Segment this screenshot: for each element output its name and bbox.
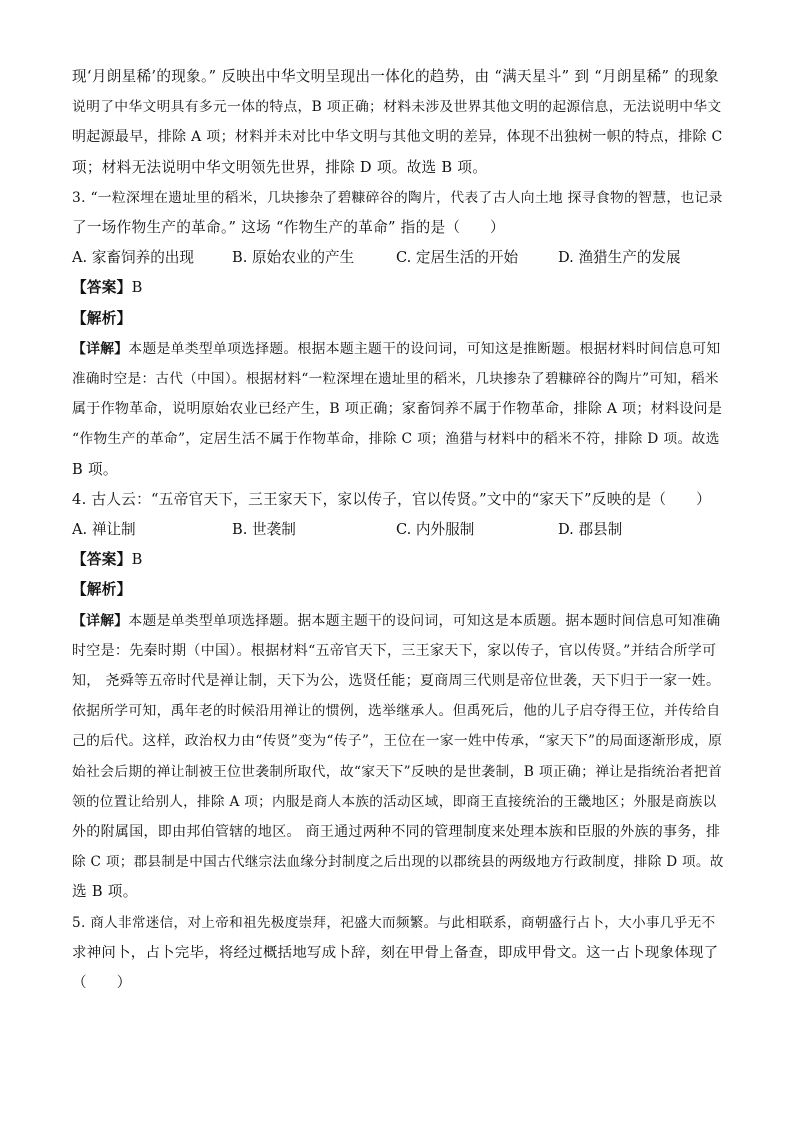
option-d: D. 郡县制 [558, 521, 623, 539]
detail-line: 依据所学可知，禹年老的时候沿用禅让的惯例，选举继承人。但禹死后，他的儿子启夺得王位，并传给自 [72, 703, 721, 720]
detail-line: 除 C 项；郡县制是中国古代继宗法血缘分封制度之后出现的以郡统县的两级地方行政制度，排除 D 项。故 [72, 854, 724, 871]
text-line: 说明了中华文明具有多元一体的特点，B 项正确；材料未涉及世界其他文明的起源信息，无法说明中华文 [72, 99, 722, 116]
detail-line: 属于作物革命，说明原始农业已经产生，B 项正确；家畜饲养不属于作物革命，排除 A 项；材料设问是 [72, 401, 723, 418]
question-stem: 了一场作物生产的革命。” 这场 “作物生产的革命” 指的是（ ） [72, 219, 505, 237]
options-row [72, 243, 724, 273]
answer-value: B [131, 279, 143, 297]
question-stem: 5. 商人非常迷信，对上帝和祖先极度崇拜，祀盛大而频繁。与此相联系，商朝盛行占卜，大小事几乎无不 [72, 914, 716, 931]
detail-line: 领的位置让给别人，排除 A 项；内服是商人本族的活动区域，即商王直接统治的王畿地区；外服是商族以 [72, 793, 717, 810]
question-stem: 3. “一粒深埋在遗址里的稻米，几块掺杂了碧糠碎谷的陶片，代表了古人向土地 探寻食物的智慧，也记录 [72, 189, 723, 206]
detail-line: 准确时空是：古代（中国）。根据材料“一粒深埋在遗址里的稻米，几块掺杂了碧糠碎谷的陶片”可知，稻米 [72, 371, 719, 388]
detail-line: 外的附属国，即由邦伯管辖的地区。 商王通过两种不同的管理制度来处理本族和臣服的外族的事务，排 [72, 824, 721, 841]
question-4 [72, 485, 724, 908]
options-row [72, 515, 724, 545]
detail-label: 【详解】 [72, 340, 129, 357]
detail-line [72, 606, 724, 636]
analysis-label: 【解析】 [72, 309, 132, 327]
question-3 [72, 183, 724, 485]
detail-line: 始社会后期的禅让制被王位世袭制所取代，故“家天下”反映的是世袭制，B 项正确；禅让是指统治者把首 [72, 763, 723, 780]
answer-label: 【答案】 [72, 279, 132, 297]
document-page [72, 62, 724, 998]
analysis-label: 【解析】 [72, 581, 132, 599]
text-line: 明起源最早，排除 A 项；材料并未对比中华文明与其他文明的差异，体现不出独树一帜的特点，排除 C [72, 129, 723, 146]
option-b: B. 世袭制 [232, 521, 296, 539]
option-d: D. 渔猎生产的发展 [558, 249, 681, 267]
question-5 [72, 908, 724, 999]
detail-line: “作物生产的革命”，定居生活不属于作物革命，排除 C 项；渔猎与材料中的稻米不符，排除 D 项。故选 [72, 431, 720, 448]
option-a: A. 家畜饲养的出现 [72, 249, 194, 267]
detail-label: 【详解】 [72, 612, 129, 629]
option-c: C. 定居生活的开始 [396, 249, 519, 267]
detail-line: 选 B 项。 [72, 883, 138, 901]
detail-line: B 项。 [72, 460, 118, 478]
answer-line [72, 273, 724, 303]
detail-text: 本题是单类型单项选择题。据本题主题干的设问词，可知这是本质题。据本题时间信息可知准确 [128, 612, 721, 629]
text-line: 项；材料无法说明中华文明领先世界，排除 D 项。故选 B 项。 [72, 158, 488, 176]
detail-line: 己的后代。这样，政治权力由“传贤”变为“传子”，王位在一家一姓中传承，“家天下”的局面逐渐形成，原 [72, 733, 723, 750]
option-c: C. 内外服制 [396, 521, 475, 539]
answer-line [72, 545, 724, 575]
question-stem: 4. 古人云：“五帝官天下，三王家天下，家以传子，官以传贤。”文中的“家天下”反映的是（ ） [72, 490, 711, 508]
question-stem: （ ） [72, 974, 132, 992]
detail-text: 本题是单类型单项选择题。根据本题主题干的设问词，可知这是推断题。根据材料时间信息可知 [128, 340, 721, 357]
detail-line: 知， 尧舜等五帝时代是禅让制，天下为公，选贤任能；夏商周三代则是帝位世袭，天下归于一家一姓。 [72, 673, 721, 690]
answer-label: 【答案】 [72, 551, 132, 569]
detail-line [72, 334, 724, 364]
option-a: A. 禅让制 [72, 521, 136, 539]
detail-line: 时空是：先秦时期（中国）。根据材料“五帝官天下，三王家天下，家以传子，官以传贤。”并结合所学可 [72, 642, 717, 659]
answer-value: B [131, 551, 143, 569]
q2-analysis-continuation [72, 62, 724, 183]
question-stem: 求神问卜，占卜完毕，将经过概括地写成卜辞，刻在甲骨上备查，即成甲骨文。这一占卜现象体现了 [72, 944, 719, 961]
text-line: 现‘月朗星稀’的现象。” 反映出中华文明呈现出一体化的趋势，由 “满天星斗” 到 “月朗星稀” 的现象 [72, 68, 719, 85]
option-b: B. 原始农业的产生 [232, 249, 355, 267]
